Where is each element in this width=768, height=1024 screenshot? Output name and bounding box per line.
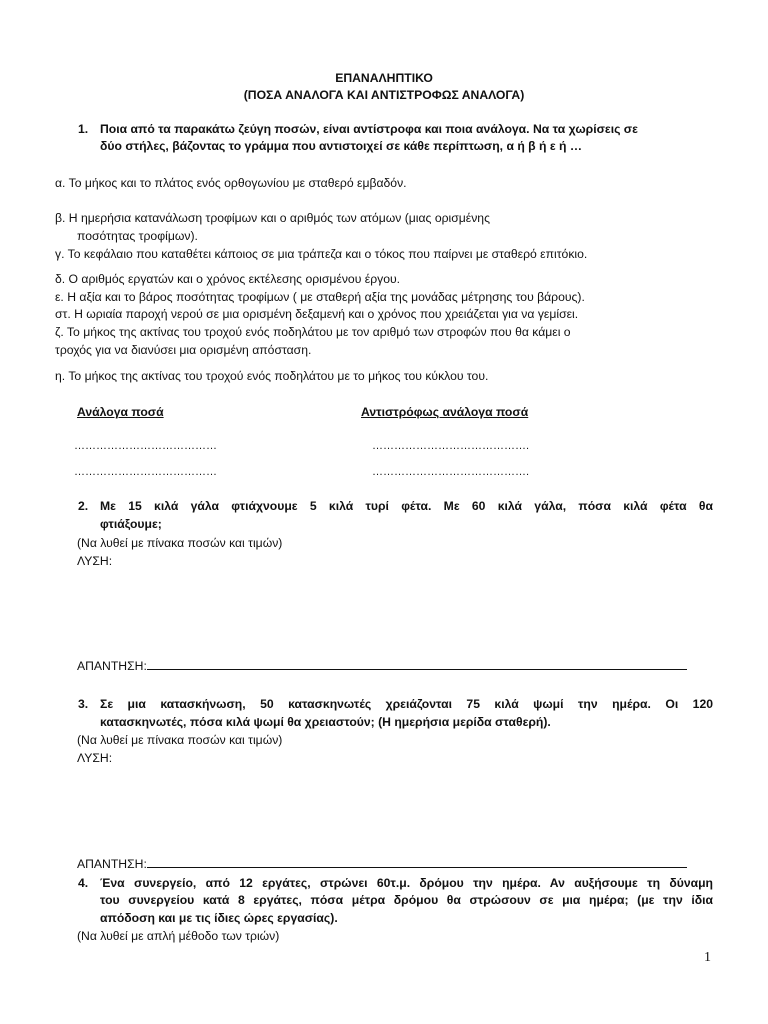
question-3-solution-label: ΛΥΣΗ: [77, 751, 113, 765]
question-2-number: 2. [78, 499, 89, 513]
question-2-text-line-2: φτιάξουμε; [100, 517, 162, 531]
q1-item-h: η. Το μήκος της ακτίνας του τροχού ενός ποδηλάτου με το μήκος του κύκλου του. [55, 369, 489, 383]
question-4-text-line-1: Ένα συνεργείο, από 12 εργάτες, στρώνει 60τ.μ. δρόμου την ημέρα. Αν αυξήσουμε τη δύναμη [100, 876, 713, 890]
page-subtitle: (ΠΟΣΑ ΑΝΑΛΟΓΑ ΚΑΙ ΑΝΤΙΣΤΡΟΦΩΣ ΑΝΑΛΟΓΑ) [243, 88, 525, 102]
question-2-answer-label: ΑΠΑΝΤΗΣΗ: [77, 659, 147, 673]
question-3-number: 3. [78, 697, 89, 711]
q1-item-a: α. Το μήκος και το πλάτος ενός ορθογωνίου με σταθερό εμβαδόν. [55, 176, 407, 190]
q1-item-e: ε. Η αξία και το βάρος ποσότητας τροφίμων ( με σταθερή αξία της μονάδας μέτρησης του βάρους). [55, 290, 585, 304]
q1-item-z-line-2: τροχός για να διανύσει μια ορισμένη απόσταση. [55, 343, 312, 357]
question-3-answer-rule[interactable] [147, 855, 687, 868]
question-1-text-line-1: Ποια από τα παρακάτω ζεύγη ποσών, είναι αντίστροφα και ποια ανάλογα. Να τα χωρίσεις σε [100, 122, 638, 136]
q1-item-z-line-1: ζ. Το μήκος της ακτίνας του τροχού ενός ποδηλάτου με τον αριθμό των στροφών που θα κάμει ο [55, 325, 571, 339]
question-3-text-line-1: Σε μια κατασκήνωση, 50 κατασκηνωτές χρειάζονται 75 κιλά ψωμί την ημέρα. Οι 120 [100, 697, 713, 711]
page-number: 1 [704, 950, 711, 965]
question-4-method-note: (Να λυθεί με απλή μέθοδο των τριών) [77, 929, 280, 943]
question-3-answer-line[interactable] [77, 855, 687, 873]
inverse-proportional-column-header: Αντιστρόφως ανάλογα ποσά [361, 405, 529, 419]
proportional-column-header: Ανάλογα ποσά [77, 405, 164, 419]
question-3-answer-label: ΑΠΑΝΤΗΣΗ: [77, 857, 147, 871]
q1-item-g: γ. Το κεφάλαιο που καταθέτει κάποιος σε μια τράπεζα και ο τόκος που παίρνει με σταθερό επιτόκιο. [55, 247, 588, 261]
question-2-text-line-1: Με 15 κιλά γάλα φτιάχνουμε 5 κιλά τυρί φέτα. Με 60 κιλά γάλα, πόσα κιλά φέτα θα [100, 499, 713, 513]
question-4-text-line-3: απόδοση και με τις ίδιες ώρες εργασίας). [100, 911, 338, 925]
proportional-answer-dots-1[interactable]: ………………………………… [74, 440, 217, 452]
question-3-method-note: (Να λυθεί με πίνακα ποσών και τιμών) [77, 733, 283, 747]
question-2-method-note: (Να λυθεί με πίνακα ποσών και τιμών) [77, 536, 283, 550]
question-2-answer-line[interactable] [77, 657, 687, 675]
proportional-answer-dots-2[interactable]: ………………………………… [74, 466, 217, 478]
question-3-text-line-2: κατασκηνωτές, πόσα κιλά ψωμί θα χρειαστούν; (Η ημερήσια μερίδα σταθερή). [100, 715, 551, 729]
q1-item-d: δ. Ο αριθμός εργατών και ο χρόνος εκτέλεσης ορισμένου έργου. [55, 272, 401, 286]
q1-item-b-line-2: ποσότητας τροφίμων). [77, 229, 198, 243]
page-title: ΕΠΑΝΑΛΗΠΤΙΚΟ [335, 71, 433, 85]
inverse-answer-dots-1[interactable]: ……………………………………. [372, 440, 530, 452]
question-2-solution-label: ΛΥΣΗ: [77, 554, 113, 568]
question-4-text-line-2: του συνεργείου κατά 8 εργάτες, πόσα μέτρα δρόμου θα στρώσουν σε μια ημέρα; (με την ίδια [100, 893, 713, 907]
question-2-answer-rule[interactable] [147, 657, 687, 670]
inverse-answer-dots-2[interactable]: ……………………………………. [372, 466, 530, 478]
q1-item-st: στ. Η ωριαία παροχή νερού σε μια ορισμένη δεξαμενή και ο χρόνος που χρειάζεται για να γεμίσει. [55, 307, 579, 321]
question-1-number: 1. [78, 122, 89, 136]
q1-item-b-line-1: β. Η ημερήσια κατανάλωση τροφίμων και ο αριθμός των ατόμων (μιας ορισμένης [55, 211, 490, 225]
question-1-text-line-2: δύο στήλες, βάζοντας το γράμμα που αντιστοιχεί σε κάθε περίπτωση, α ή β ή ε ή … [100, 139, 583, 153]
question-4-number: 4. [78, 876, 89, 890]
